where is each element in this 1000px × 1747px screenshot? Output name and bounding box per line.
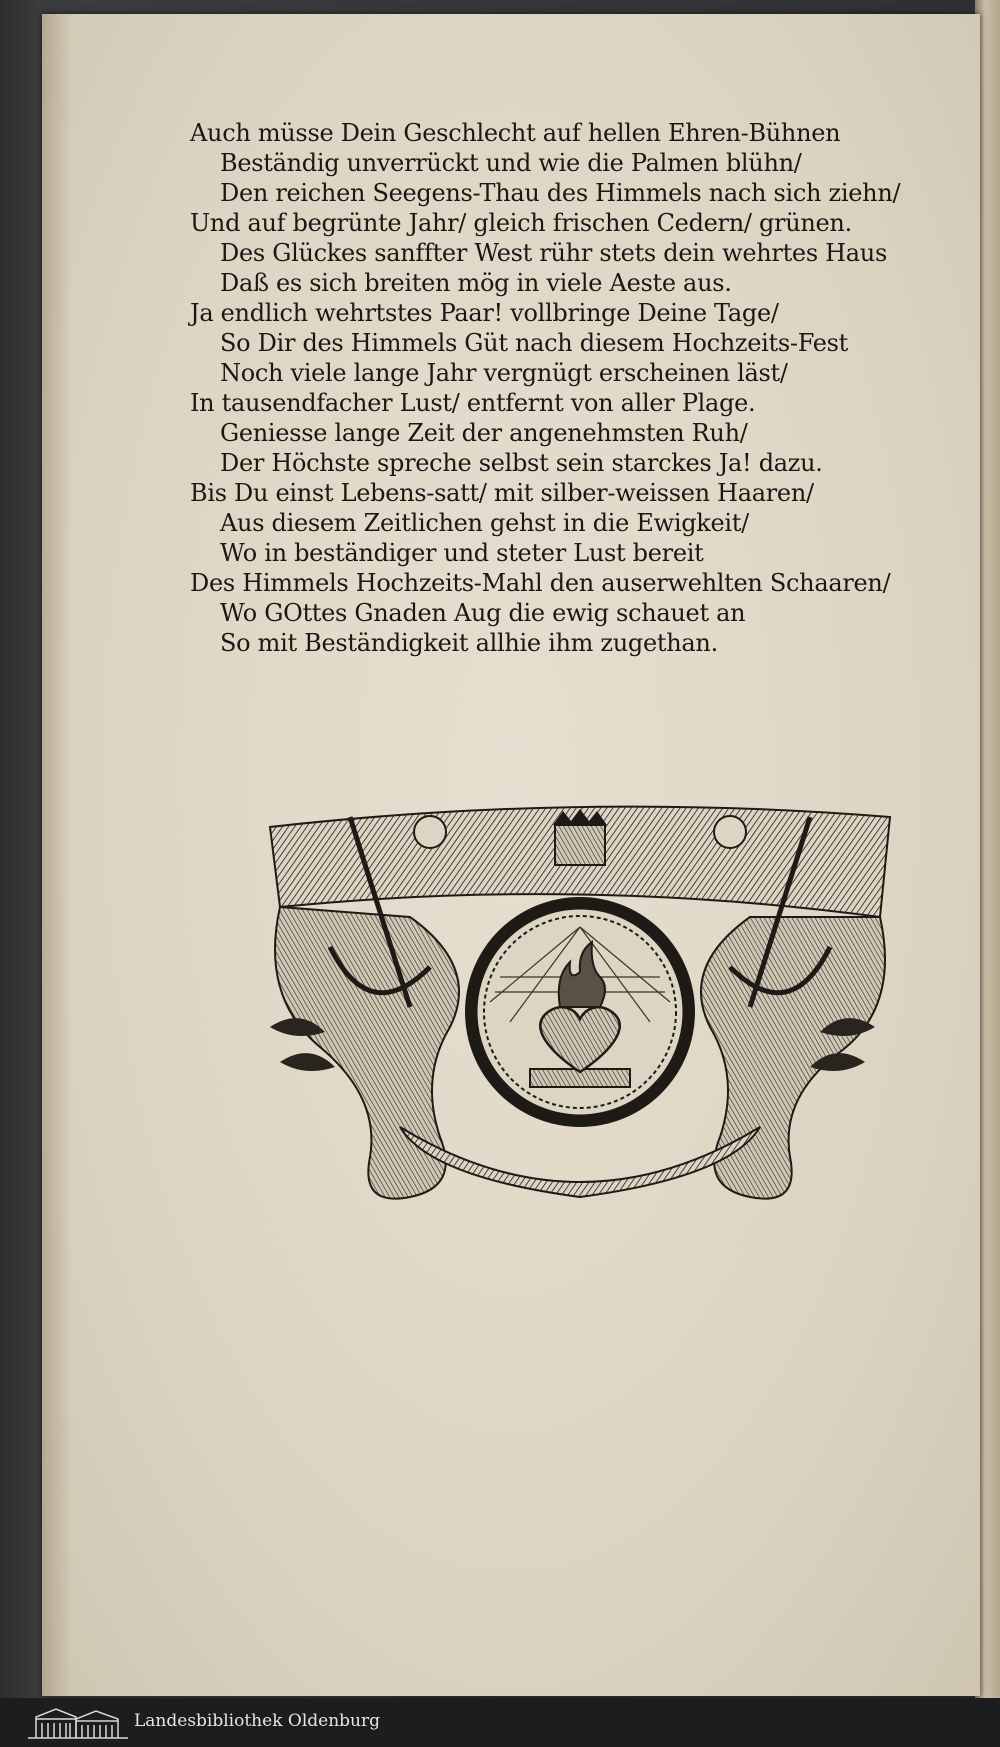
- poem-line: In tausendfacher Lust/ entfernt von aller Plage.: [190, 389, 756, 417]
- woodcut-flaming-heart-icon: [260, 797, 900, 1217]
- poem-line: Noch viele lange Jahr vergnügt erscheinen läst/: [220, 359, 788, 387]
- poem-line: Ja endlich wehrtstes Paar! vollbringe Deine Tage/: [190, 299, 779, 327]
- poem-line: Des Himmels Hochzeits-Mahl den auserwehlten Schaaren/: [190, 569, 891, 597]
- page-gutter-shadow: [42, 14, 72, 1696]
- library-building-icon: [26, 1705, 130, 1740]
- poem-line: Aus diesem Zeitlichen gehst in die Ewigkeit/: [220, 509, 749, 537]
- poem-line: Daß es sich breiten mög in viele Aeste aus.: [220, 269, 732, 297]
- poem-line: Geniesse lange Zeit der angenehmsten Ruh/: [220, 419, 748, 447]
- poem-text: [190, 118, 910, 658]
- poem-line: Beständig unverrückt und wie die Palmen blühn/: [220, 149, 802, 177]
- poem-line: Des Glückes sanffter West rühr stets dein wehrtes Haus: [220, 239, 887, 267]
- poem-line: Auch müsse Dein Geschlecht auf hellen Ehren-Bühnen: [190, 119, 841, 147]
- poem-line: So mit Beständigkeit allhie ihm zugethan.: [220, 629, 718, 657]
- poem-line: Wo GOttes Gnaden Aug die ewig schauet an: [220, 599, 746, 627]
- footer-bar: [0, 1698, 1000, 1747]
- poem-line: Bis Du einst Lebens-satt/ mit silber-weissen Haaren/: [190, 479, 814, 507]
- poem-line: Wo in beständiger und steter Lust bereit: [220, 539, 704, 567]
- library-name: Landesbibliothek Oldenburg: [134, 1711, 381, 1731]
- poem-line: Den reichen Seegens-Thau des Himmels nach sich ziehn/: [220, 179, 901, 207]
- poem-line: Der Höchste spreche selbst sein starckes Ja! dazu.: [220, 449, 823, 477]
- poem-line: Und auf begrünte Jahr/ gleich frischen Cedern/ grünen.: [190, 209, 852, 237]
- poem-line: So Dir des Himmels Güt nach diesem Hochzeits-Fest: [220, 329, 849, 357]
